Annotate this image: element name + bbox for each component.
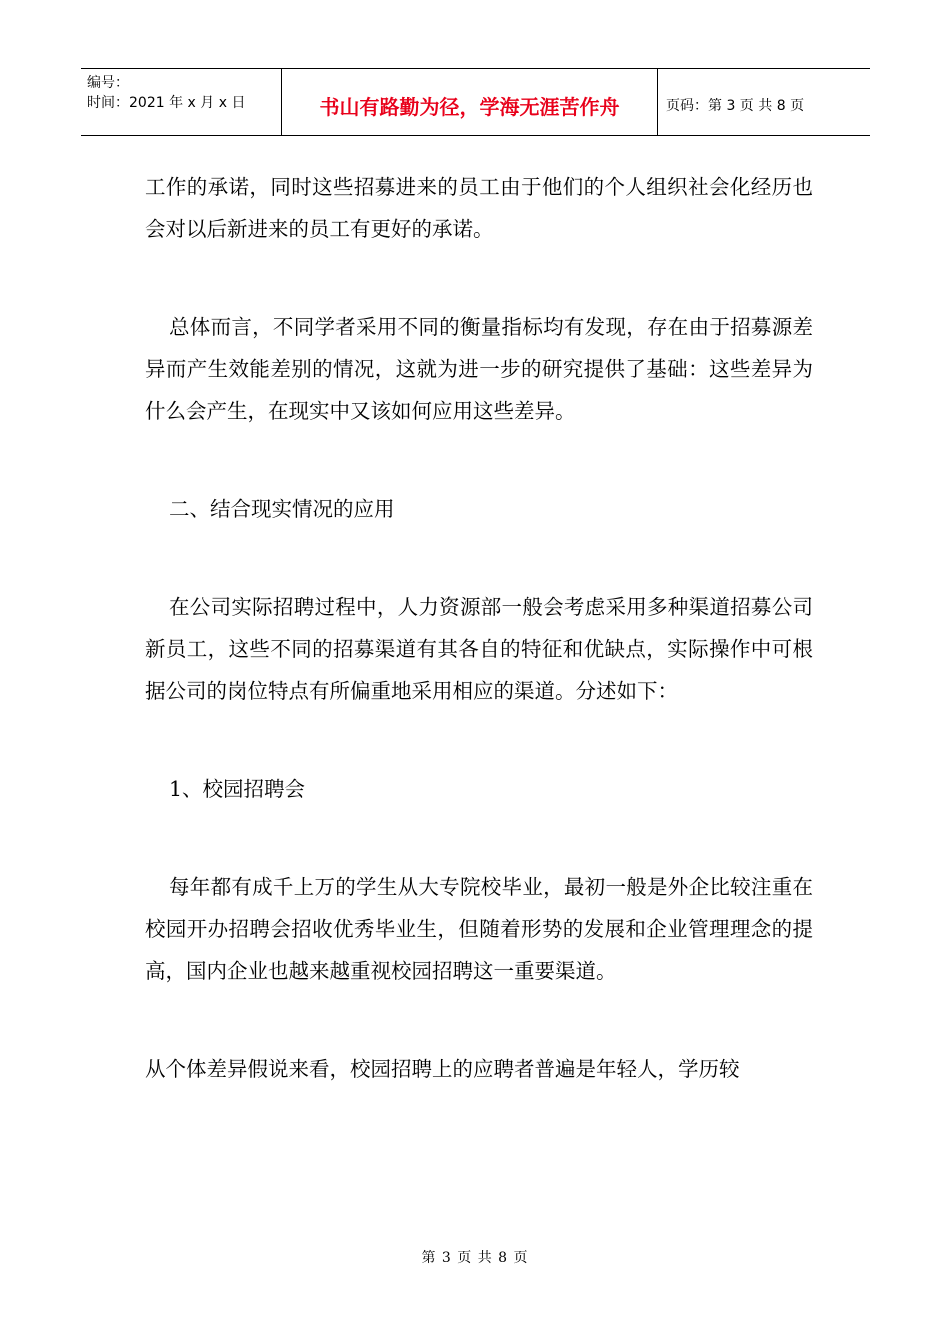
document-body bbox=[145, 166, 813, 1146]
page-footer: 第 3 页 共 8 页 bbox=[421, 1250, 529, 1266]
document-number-label: 编号： bbox=[87, 75, 129, 91]
document-date-label: 时间：2021 年 x 月 x 日 bbox=[87, 95, 246, 111]
paragraph-5: 从个体差异假说来看，校园招聘上的应聘者普遍是年轻人，学历较 bbox=[145, 1057, 740, 1081]
subsection-heading: 1、校园招聘会 bbox=[169, 777, 306, 801]
header-motto: 书山有路勤为径，学海无涯苦作舟 bbox=[282, 69, 658, 135]
section-heading: 二、结合现实情况的应用 bbox=[169, 497, 395, 521]
paragraph-1: 工作的承诺，同时这些招募进来的员工由于他们的个人组织社会化经历也会对以后新进来的员工有更好的承诺。 bbox=[145, 175, 813, 241]
paragraph-4: 每年都有成千上万的学生从大专院校毕业，最初一般是外企比较注重在校园开办招聘会招收优秀毕业生，但随着形势的发展和企业管理理念的提高，国内企业也越来越重视校园招聘这一重要渠道。 bbox=[145, 875, 813, 983]
paragraph-2: 总体而言，不同学者采用不同的衡量指标均有发现，存在由于招募源差异而产生效能差别的情况，这就为进一步的研究提供了基础：这些差异为什么会产生，在现实中又该如何应用这些差异。 bbox=[145, 315, 813, 423]
page-header bbox=[81, 68, 870, 136]
header-meta bbox=[81, 69, 282, 135]
header-page-number: 页码：第 3 页 共 8 页 bbox=[666, 98, 805, 114]
paragraph-3: 在公司实际招聘过程中，人力资源部一般会考虑采用多种渠道招募公司新员工，这些不同的招募渠道有其各自的特征和优缺点，实际操作中可根据公司的岗位特点有所偏重地采用相应的渠道。分述如下： bbox=[145, 595, 813, 703]
